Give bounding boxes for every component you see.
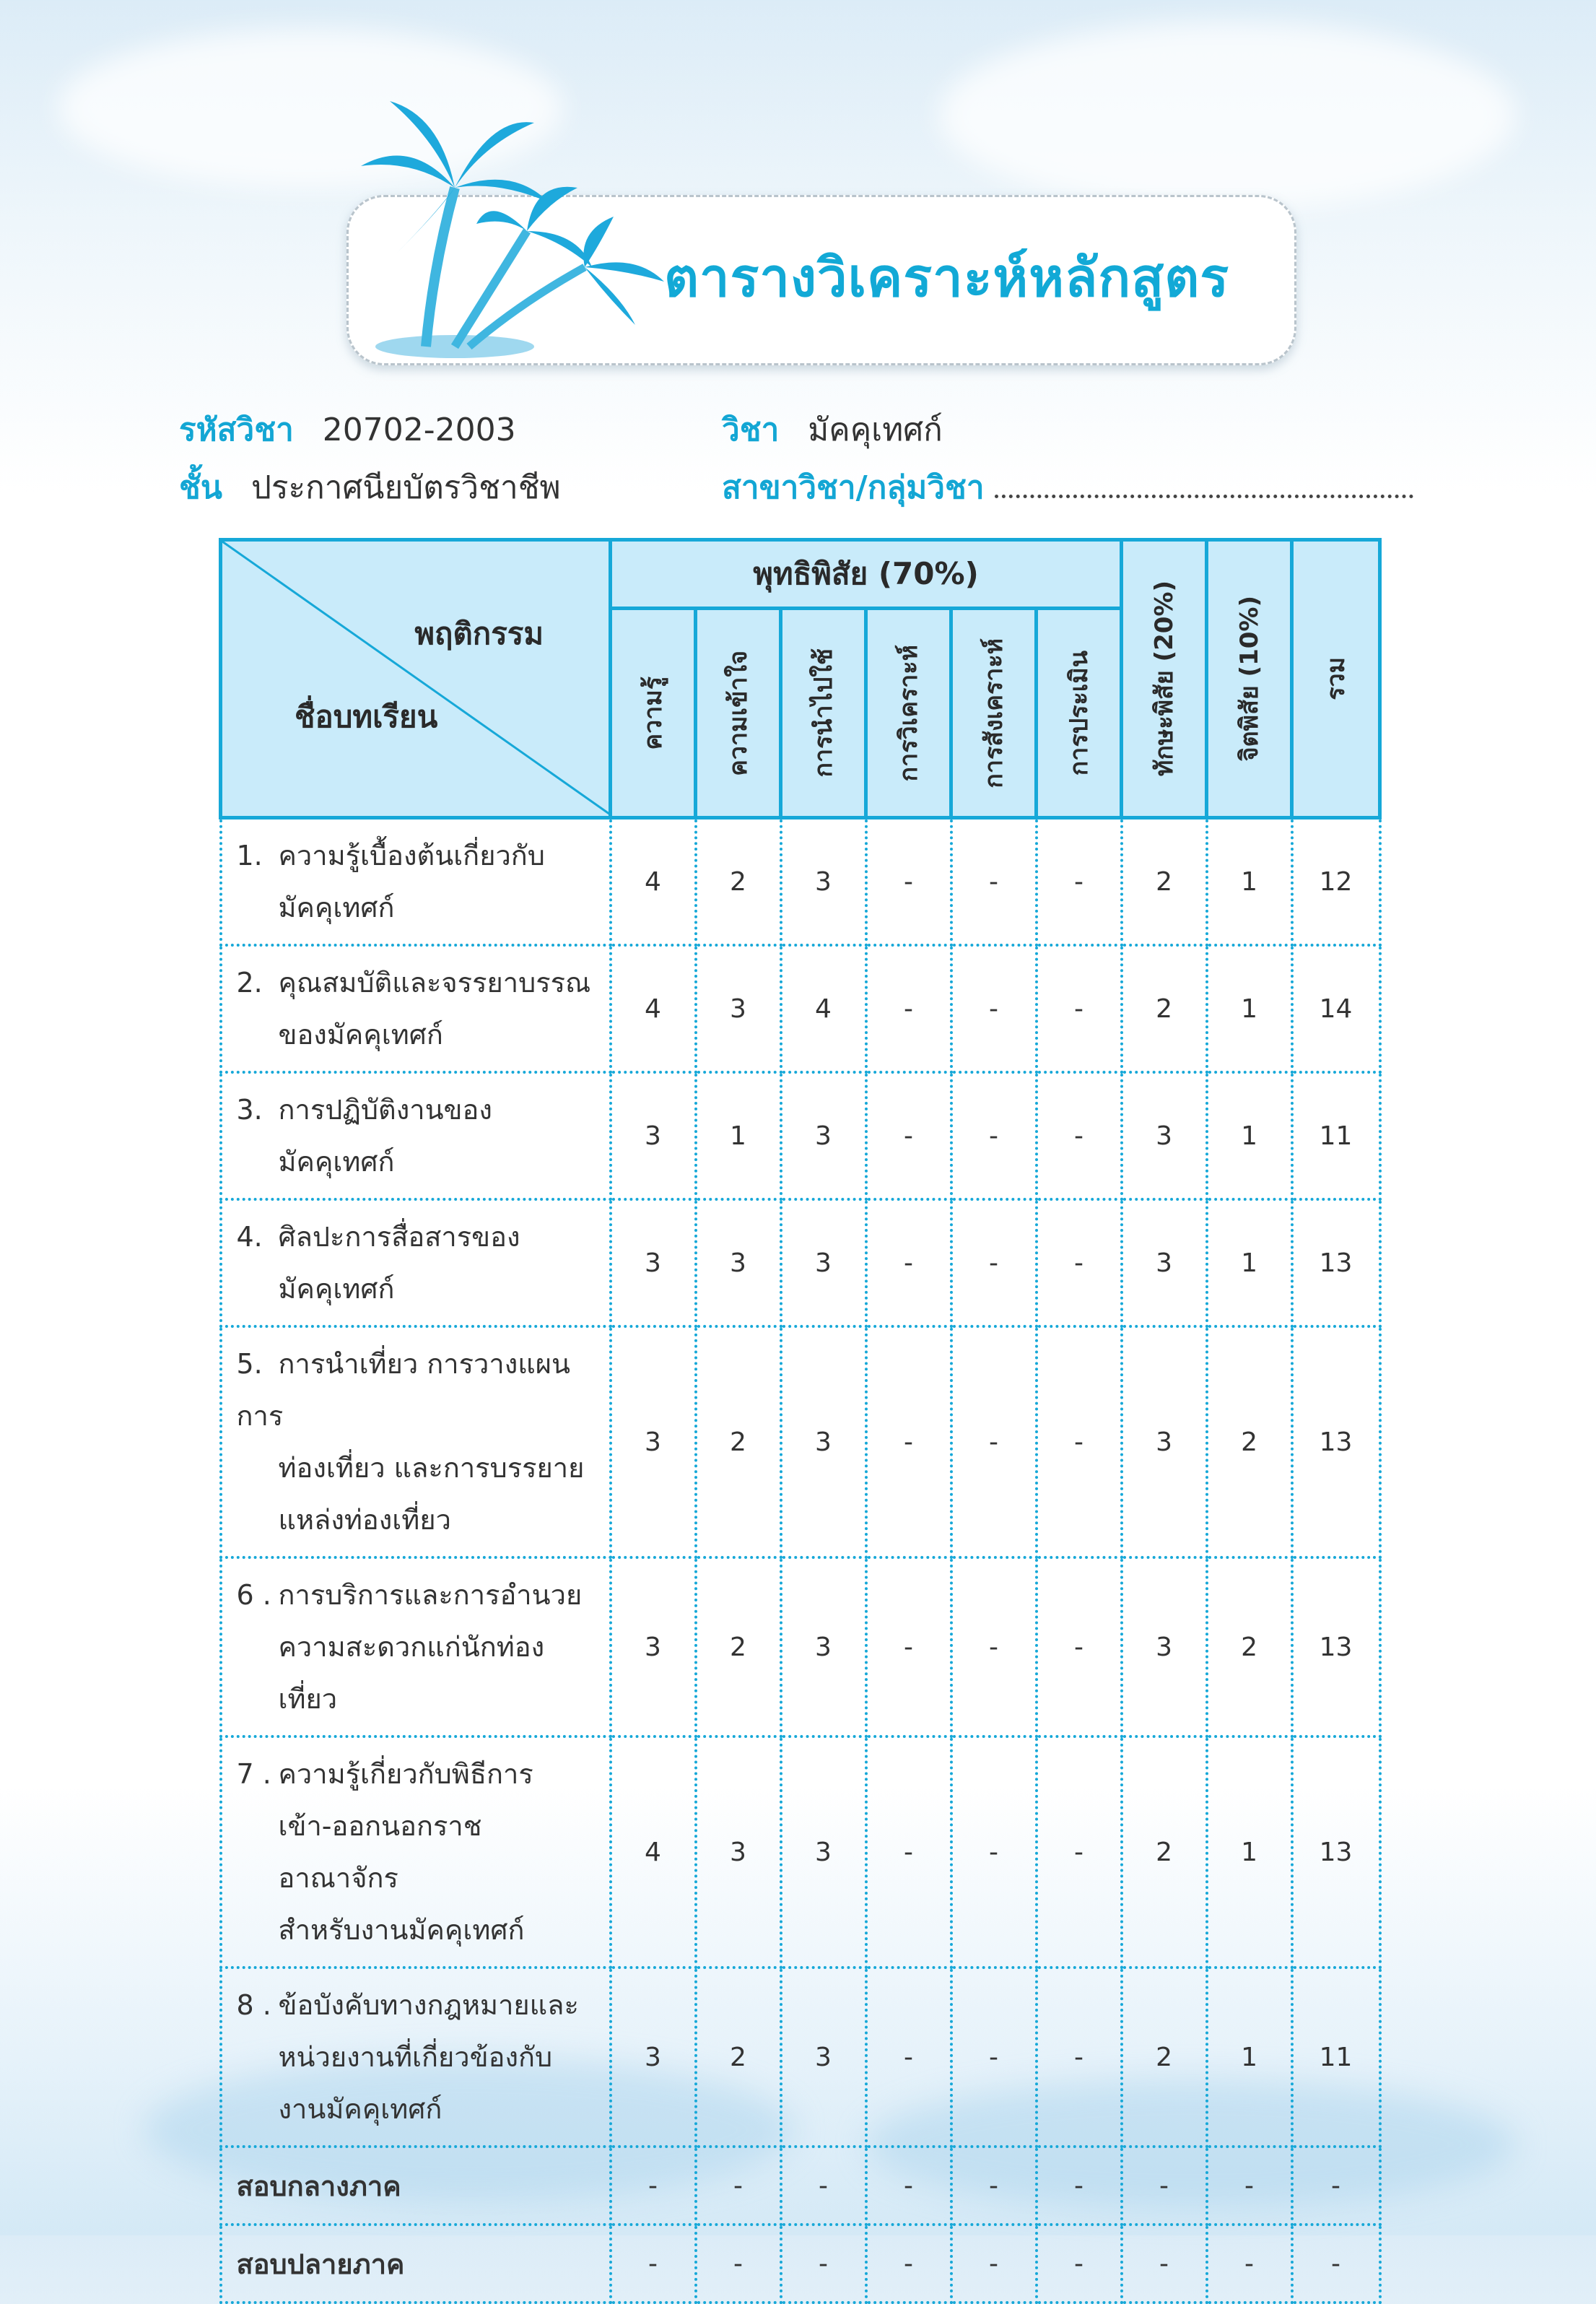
lesson-number: 1.	[236, 840, 263, 871]
score-cell: 11	[1292, 1968, 1380, 2147]
lesson-name-line: เข้า-ออกนอกราชอาณาจักร	[278, 1810, 482, 1894]
sub-header-knowledge	[611, 609, 696, 818]
curriculum-table	[219, 538, 1378, 2304]
lesson-name-cell	[221, 1557, 611, 1736]
skill-header	[1122, 540, 1207, 818]
exam-row	[221, 2147, 1380, 2225]
score-cell: -	[1037, 818, 1122, 946]
score-cell: -	[1037, 2147, 1122, 2225]
lesson-name-line: ข้อบังคับทางกฎหมายและ	[278, 1989, 579, 2021]
score-cell: -	[1037, 1326, 1122, 1557]
score-cell: -	[951, 1199, 1037, 1326]
score-cell: 2	[1122, 945, 1207, 1072]
score-cell: -	[1037, 1199, 1122, 1326]
score-cell: 14	[1292, 945, 1380, 1072]
score-cell: -	[781, 2225, 866, 2303]
total-header-label: รวม	[1321, 657, 1351, 700]
score-cell: 3	[1122, 1072, 1207, 1199]
score-cell: -	[1292, 2225, 1380, 2303]
sub-header-label: การนำไปใช้	[808, 648, 838, 778]
score-cell: -	[951, 1736, 1037, 1968]
score-cell: 3	[781, 1968, 866, 2147]
score-cell: -	[951, 2147, 1037, 2225]
lesson-number: 4.	[236, 1221, 263, 1253]
score-cell: 3	[1122, 1557, 1207, 1736]
lesson-number: 7 .	[236, 1758, 271, 1790]
score-cell: 3	[611, 1968, 696, 2147]
score-cell: -	[951, 818, 1037, 946]
score-cell: -	[866, 2147, 951, 2225]
score-cell: 13	[1292, 1199, 1380, 1326]
score-cell: -	[1207, 2147, 1292, 2225]
sub-header-application	[781, 609, 866, 818]
score-cell: -	[951, 2225, 1037, 2303]
table-row	[221, 1557, 1380, 1736]
lesson-name-line: ศิลปะการสื่อสารของ	[278, 1221, 520, 1253]
score-cell: 3	[1122, 1199, 1207, 1326]
lesson-name-line: ความสะดวกแก่นักท่องเที่ยว	[278, 1631, 545, 1715]
lesson-name-line: การปฏิบัติงานของ	[278, 1094, 492, 1126]
level-line	[179, 462, 561, 513]
sub-header-label: การสังเคราะห์	[979, 638, 1008, 788]
score-cell: 13	[1292, 1326, 1380, 1557]
score-cell: 2	[1207, 1326, 1292, 1557]
table-row	[221, 1736, 1380, 1968]
score-cell: -	[781, 2147, 866, 2225]
lesson-name-line: คุณสมบัติและจรรยาบรรณ	[278, 967, 591, 999]
corner-behavior-label: พฤติกรรม	[414, 616, 544, 651]
score-cell: 2	[696, 1557, 781, 1736]
score-cell: 3	[611, 1199, 696, 1326]
score-cell: 3	[696, 1199, 781, 1326]
score-cell: -	[866, 1199, 951, 1326]
exam-row	[221, 2225, 1380, 2303]
table-row	[221, 818, 1380, 946]
lesson-name-line: ความรู้เกี่ยวกับพิธีการ	[278, 1758, 533, 1790]
score-cell: 1	[1207, 1736, 1292, 1968]
score-cell: 13	[1292, 1557, 1380, 1736]
table-row	[221, 1072, 1380, 1199]
sub-header-label: ความรู้	[638, 676, 668, 750]
score-cell: 1	[1207, 1199, 1292, 1326]
score-cell: -	[1037, 1968, 1122, 2147]
score-cell: -	[611, 2147, 696, 2225]
score-cell: -	[696, 2225, 781, 2303]
score-cell: 12	[1292, 818, 1380, 946]
score-cell: -	[611, 2225, 696, 2303]
score-cell: -	[951, 945, 1037, 1072]
lesson-name-line: หน่วยงานที่เกี่ยวข้องกับ	[278, 2041, 553, 2073]
lesson-name-line: การบริการและการอำนวย	[278, 1579, 583, 1611]
course-code-value: 20702-2003	[322, 412, 516, 448]
lesson-number: 3.	[236, 1094, 263, 1126]
score-cell: 3	[781, 818, 866, 946]
lesson-name-line: สำหรับงานมัคคุเทศก์	[278, 1914, 525, 1946]
score-cell: 4	[611, 945, 696, 1072]
corner-lesson-label: ชื่อบทเรียน	[295, 699, 438, 734]
sub-header-evaluation	[1037, 609, 1122, 818]
total-header	[1292, 540, 1380, 818]
lesson-name-line: แหล่งท่องเที่ยว	[278, 1504, 451, 1536]
subject-value: มัคคุเทศก์	[808, 412, 943, 448]
score-cell: 2	[696, 1326, 781, 1557]
score-cell: 3	[696, 1736, 781, 1968]
score-cell: -	[951, 1968, 1037, 2147]
palm-tree-icon	[346, 87, 686, 368]
score-cell: -	[866, 1968, 951, 2147]
score-cell: 1	[1207, 1968, 1292, 2147]
lesson-name-cell	[221, 1326, 611, 1557]
score-cell: 13	[1292, 1736, 1380, 1968]
level-value: ประกาศนียบัตรวิชาชีพ	[250, 469, 561, 506]
lesson-number: 2.	[236, 967, 263, 999]
score-cell: -	[1292, 2147, 1380, 2225]
score-cell: -	[1037, 1736, 1122, 1968]
score-cell: -	[866, 818, 951, 946]
score-cell: 1	[1207, 945, 1292, 1072]
score-cell: -	[951, 1072, 1037, 1199]
score-cell: 2	[1122, 1968, 1207, 2147]
affective-header	[1207, 540, 1292, 818]
score-cell: 3	[781, 1557, 866, 1736]
sub-header-comprehension	[696, 609, 781, 818]
sub-header-label: การประเมิน	[1064, 650, 1094, 776]
lesson-name-line: มัคคุเทศก์	[278, 1273, 395, 1305]
cognitive-group-header: พุทธิพิสัย (70%)	[611, 540, 1122, 609]
score-cell: 1	[1207, 818, 1292, 946]
score-cell: 2	[1122, 1736, 1207, 1968]
score-cell: 3	[781, 1199, 866, 1326]
table-row	[221, 945, 1380, 1072]
score-cell: 1	[1207, 1072, 1292, 1199]
lesson-name-cell	[221, 1199, 611, 1326]
score-cell: 3	[1122, 1326, 1207, 1557]
table-row	[221, 1199, 1380, 1326]
score-cell: -	[696, 2147, 781, 2225]
score-cell: 3	[781, 1072, 866, 1199]
score-cell: -	[1037, 1557, 1122, 1736]
level-label: ชั้น	[179, 469, 222, 506]
score-cell: 4	[611, 818, 696, 946]
lesson-name-cell	[221, 818, 611, 946]
lesson-name-line: การนำเที่ยว การวางแผนการ	[236, 1348, 571, 1432]
score-cell: -	[951, 1557, 1037, 1736]
score-cell: -	[951, 1326, 1037, 1557]
score-cell: 3	[611, 1326, 696, 1557]
score-cell: -	[866, 1326, 951, 1557]
branch-label: สาขาวิชา/กลุ่มวิชา	[722, 469, 985, 506]
lesson-name-cell	[221, 945, 611, 1072]
branch-line	[722, 462, 1413, 513]
lesson-name-line: ท่องเที่ยว และการบรรยาย	[278, 1452, 585, 1484]
lesson-number: 5.	[236, 1348, 263, 1380]
score-cell: 2	[696, 818, 781, 946]
score-cell: 11	[1292, 1072, 1380, 1199]
score-cell: -	[866, 945, 951, 1072]
lesson-name-line: มัคคุเทศก์	[278, 892, 395, 923]
score-cell: 4	[611, 1736, 696, 1968]
score-cell: -	[1037, 1072, 1122, 1199]
sub-header-label: การวิเคราะห์	[894, 644, 923, 782]
score-cell: 2	[696, 1968, 781, 2147]
skill-header-label: ทักษะพิสัย (20%)	[1149, 581, 1179, 777]
lesson-number: 6 .	[236, 1579, 271, 1611]
lesson-name-line: ความรู้เบื้องต้นเกี่ยวกับ	[278, 840, 545, 871]
exam-label-cell: สอบปลายภาค	[221, 2225, 611, 2303]
subject-line	[722, 404, 943, 455]
lesson-name-cell	[221, 1968, 611, 2147]
course-code-line	[179, 404, 516, 455]
score-cell: -	[1122, 2225, 1207, 2303]
score-cell: -	[1037, 945, 1122, 1072]
score-cell: 3	[781, 1736, 866, 1968]
exam-label-cell: สอบกลางภาค	[221, 2147, 611, 2225]
table-row	[221, 1968, 1380, 2147]
branch-blank-field	[995, 487, 1413, 498]
score-cell: 4	[781, 945, 866, 1072]
score-cell: 2	[1207, 1557, 1292, 1736]
score-cell: -	[866, 1557, 951, 1736]
score-cell: 3	[611, 1072, 696, 1199]
score-cell: -	[1037, 2225, 1122, 2303]
table-row	[221, 1326, 1380, 1557]
sub-header-synthesis	[951, 609, 1037, 818]
affective-header-label: จิตพิสัย (10%)	[1234, 596, 1264, 762]
lesson-number: 8 .	[236, 1989, 271, 2021]
score-cell: 2	[1122, 818, 1207, 946]
lesson-name-cell	[221, 1072, 611, 1199]
page-title: ตารางวิเคราะห์หลักสูตร	[664, 247, 1230, 309]
score-cell: 3	[611, 1557, 696, 1736]
score-cell: 1	[696, 1072, 781, 1199]
score-cell: -	[866, 2225, 951, 2303]
score-cell: -	[866, 1072, 951, 1199]
lesson-name-line: งานมัคคุเทศก์	[278, 2093, 442, 2125]
lesson-name-cell	[221, 1736, 611, 1968]
score-cell: -	[1122, 2147, 1207, 2225]
corner-diagonal	[222, 542, 612, 816]
score-cell: 3	[781, 1326, 866, 1557]
subject-label: วิชา	[722, 412, 780, 448]
score-cell: -	[866, 1736, 951, 1968]
sub-header-analysis	[866, 609, 951, 818]
lesson-name-line: มัคคุเทศก์	[278, 1146, 395, 1178]
course-code-label: รหัสวิชา	[179, 412, 294, 448]
score-cell: 3	[696, 945, 781, 1072]
sub-header-label: ความเข้าใจ	[723, 650, 753, 776]
table-corner-cell	[221, 540, 611, 818]
lesson-name-line: ของมัคคุเทศก์	[278, 1019, 443, 1051]
score-cell: -	[1207, 2225, 1292, 2303]
